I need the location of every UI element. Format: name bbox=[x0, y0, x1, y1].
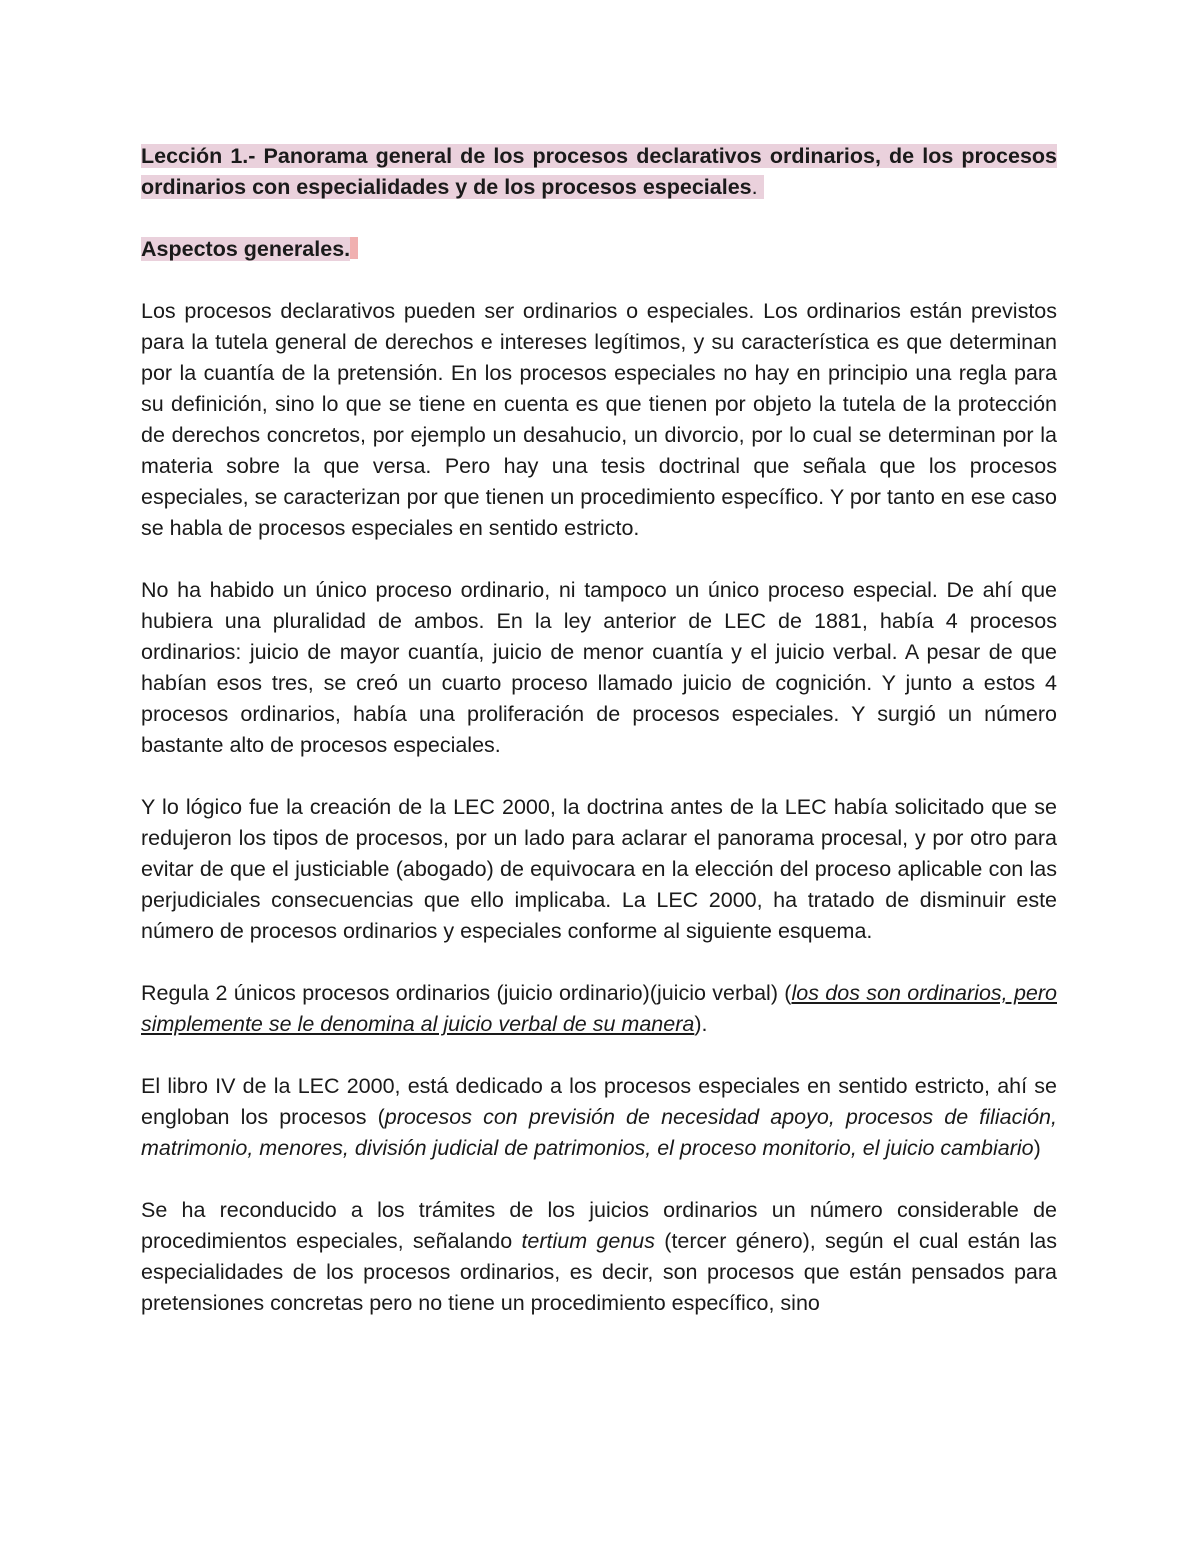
paragraph-6 bbox=[141, 1195, 1057, 1319]
p4-end: ). bbox=[694, 1012, 708, 1036]
heading-highlight-marker bbox=[350, 237, 358, 259]
paragraph-4 bbox=[141, 978, 1057, 1040]
p4-underlined-note: los dos son ordinarios, pero simplemente se le denomina al juicio verbal de su manera bbox=[141, 981, 1057, 1036]
lesson-title bbox=[141, 141, 1057, 203]
title-highlight bbox=[141, 144, 1057, 199]
document-page bbox=[141, 141, 1057, 1319]
p4-start: Regula 2 únicos procesos ordinarios (juicio ordinario)(juicio verbal) ( bbox=[141, 981, 792, 1005]
section-heading bbox=[141, 234, 1057, 265]
p6-start: Se ha reconducido a los trámites de los juicios ordinarios un número considerable de procedimientos especiales, señalando bbox=[141, 1198, 1057, 1253]
title-text: Lección 1.- Panorama general de los procesos declarativos ordinarios, de los procesos ordinarios con especialidades y de los procesos especiales bbox=[141, 144, 1057, 199]
p5-end: ) bbox=[1033, 1136, 1041, 1160]
title-period: . bbox=[751, 175, 758, 199]
p5-start: El libro IV de la LEC 2000, está dedicado a los procesos especiales en sentido estricto, ahí se engloban los procesos ( bbox=[141, 1074, 1057, 1129]
paragraph-5 bbox=[141, 1071, 1057, 1164]
paragraph-1: Los procesos declarativos pueden ser ordinarios o especiales. Los ordinarios están previstos para la tutela general de derechos e intereses legítimos, y su característica es que determinan por la cuantía de la pretensión. En los procesos especiales no hay en principio una regla para su definición, sino lo que se tiene en cuenta es que tienen por objeto la tutela de la protección de derechos concretos, por ejemplo un desahucio, un divorcio, por lo cual se determinan por la materia sobre la que versa. Pero hay una tesis doctrinal que señala que los procesos especiales, se caracterizan por que tienen un procedimiento específico. Y por tanto en ese caso se habla de procesos especiales en sentido estricto. bbox=[141, 299, 1057, 540]
paragraph-3: Y lo lógico fue la creación de la LEC 2000, la doctrina antes de la LEC había solicitado que se redujeron los tipos de procesos, por un lado para aclarar el panorama procesal, y por otro para evitar de que el justiciable (abogado) de equivocara en la elección del proceso aplicable con las perjudiciales consecuencias que ello implicaba. La LEC 2000, ha tratado de disminuir este número de procesos ordinarios y especiales conforme al siguiente esquema. bbox=[141, 795, 1057, 943]
heading-highlight: Aspectos generales. bbox=[141, 237, 351, 261]
p6-end: (tercer género), según el cual están las especialidades de los procesos ordinarios, es decir, son procesos que están pensados para pretensiones concretas pero no tiene un procedimiento específico, sino bbox=[141, 1229, 1058, 1315]
paragraph-2: No ha habido un único proceso ordinario, ni tampoco un único proceso especial. De ahí que hubiera una pluralidad de ambos. En la ley anterior de LEC de 1881, había 4 procesos ordinarios: juicio de mayor cuantía, juicio de menor cuantía y el juicio verbal. A pesar de que habían esos tres, se creó un cuarto proceso llamado juicio de cognición. Y junto a estos 4 procesos ordinarios, había una proliferación de procesos especiales. Y surgió un número bastante alto de procesos especiales. bbox=[141, 578, 1057, 757]
p5-italic-list: procesos con previsión de necesidad apoyo, procesos de filiación, matrimonio, menores, división judicial de patrimonios, el proceso monitorio, el juicio cambiario bbox=[141, 1105, 1057, 1160]
p6-italic-term: tertium genus bbox=[521, 1229, 656, 1253]
